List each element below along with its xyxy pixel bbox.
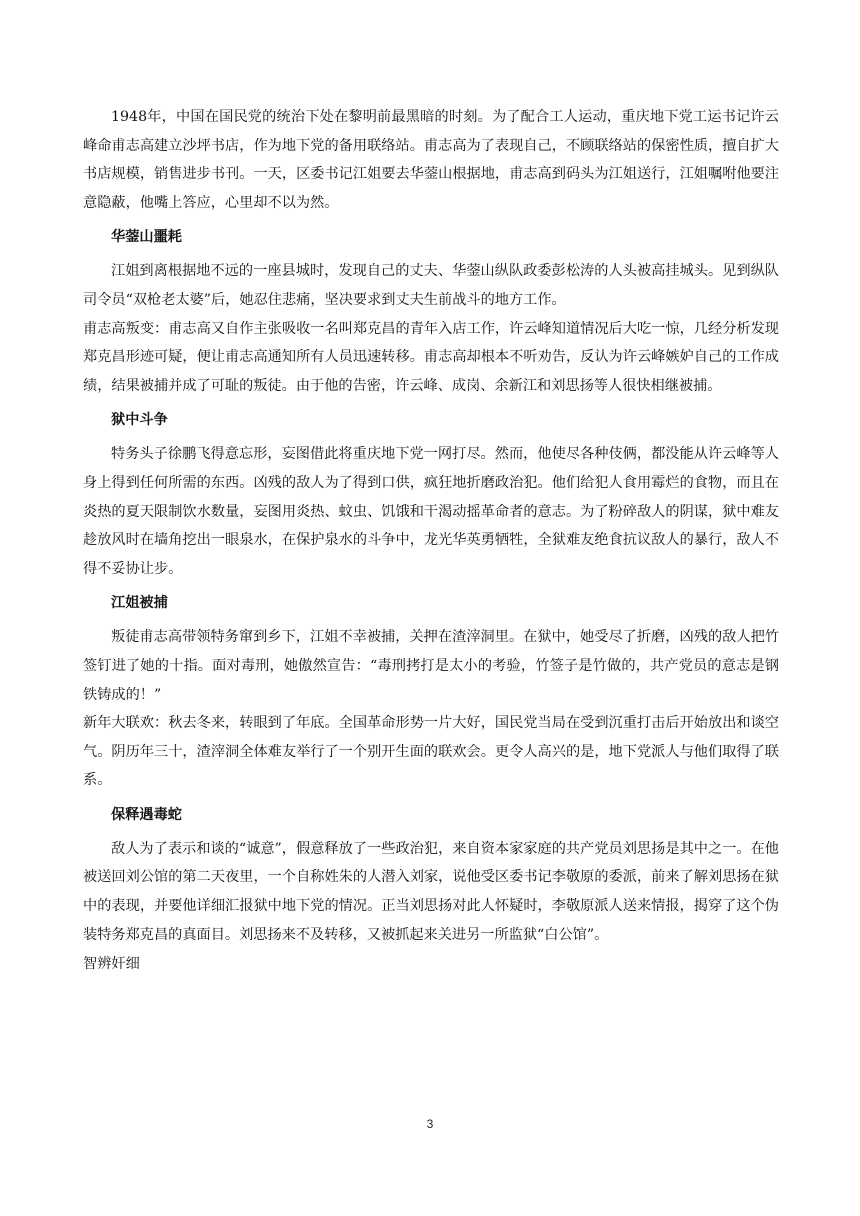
paragraph-jiangjie-arrest: 叛徒甫志高带领特务窜到乡下，江姐不幸被捕，关押在渣滓洞里。在狱中，她受尽了折磨，凶残的敌人把竹签钉进了她的十指。面对毒刑，她傲然宣告：“毒刑拷打是太小的考验，竹签子是竹做的，共产党员的意志是钢铁铸成的！” [83,629,779,703]
section-heading-huaying: 华蓥山噩耗 [111,229,182,246]
page-number: 3 [426,1117,434,1131]
paragraph-fu-betrayal: 甫志高叛变：甫志高又自作主张吸收一名叫郑克昌的青年入店工作，许云峰知道情况后大吃一惊，几经分析发现郑克昌形迹可疑，便让甫志高通知所有人员迅速转移。甫志高却根本不听劝告，反认为许云峰嫉妒自己的工作成绩，结果被捕并成了可耻的叛徒。由于他的告密，许云峰、成岗、余新江和刘思扬等人很快相继被捕。 [83,320,779,394]
page-body [83,103,779,979]
section-heading-bail: 保释遇毒蛇 [111,806,182,823]
section-heading-prison-struggle: 狱中斗争 [111,412,168,429]
section-heading-spy: 智辨奸细 [83,956,140,973]
intro-paragraph: 1948年，中国在国民党的统治下处在黎明前最黑暗的时刻。为了配合工人运动，重庆地下党工运书记许云峰命甫志高建立沙坪书店，作为地下党的备用联络站。甫志高为了表现自己，不顾联络站的保密性质，擅自扩大书店规模，销售进步书刊。一天，区委书记江姐要去华蓥山根据地，甫志高到码头为江姐送行，江姐嘱咐他要注意隐蔽，他嘴上答应，心里却不以为然。 [83,109,779,211]
section-heading-jiangjie-arrest: 江姐被捕 [111,595,168,612]
paragraph-prison-struggle: 特务头子徐鹏飞得意忘形，妄图借此将重庆地下党一网打尽。然而，他使尽各种伎俩，都没能从许云峰等人身上得到任何所需的东西。凶残的敌人为了得到口供，疯狂地折磨政治犯。他们给犯人食用霉烂的食物，而且在炎热的夏天限制饮水数量，妄图用炎热、蚊虫、饥饿和干渴动摇革命者的意志。为了粉碎敌人的阴谋，狱中难友趁放风时在墙角挖出一眼泉水，在保护泉水的斗争中，龙光华英勇牺牲，全狱难友绝食抗议敌人的暴行，敌人不得不妥协让步。 [83,446,779,577]
paragraph-bail: 敌人为了表示和谈的“诚意”，假意释放了一些政治犯，来自资本家家庭的共产党员刘思扬是其中之一。在他被送回刘公馆的第二天夜里，一个自称姓朱的人潜入刘家，说他受区委书记李敬原的委派，前来了解刘思扬在狱中的表现，并要他详细汇报狱中地下党的情况。正当刘思扬对此人怀疑时，李敬原派人送来情报，揭穿了这个伪装特务郑克昌的真面目。刘思扬来不及转移，又被抓起来关进另一所监狱“白公馆”。 [83,840,779,943]
paragraph-jiangjie-husband: 江姐到离根据地不远的一座县城时，发现自己的丈夫、华蓥山纵队政委彭松涛的人头被高挂城头。见到纵队司令员“双枪老太婆”后，她忍住悲痛，坚决要求到丈夫生前战斗的地方工作。 [83,263,779,308]
paragraph-new-year: 新年大联欢：秋去冬来，转眼到了年底。全国革命形势一片大好，国民党当局在受到沉重打击后开始放出和谈空气。阴历年三十，渣滓洞全体难友举行了一个别开生面的联欢会。更令人高兴的是，地下党派人与他们取得了联系。 [83,715,779,789]
